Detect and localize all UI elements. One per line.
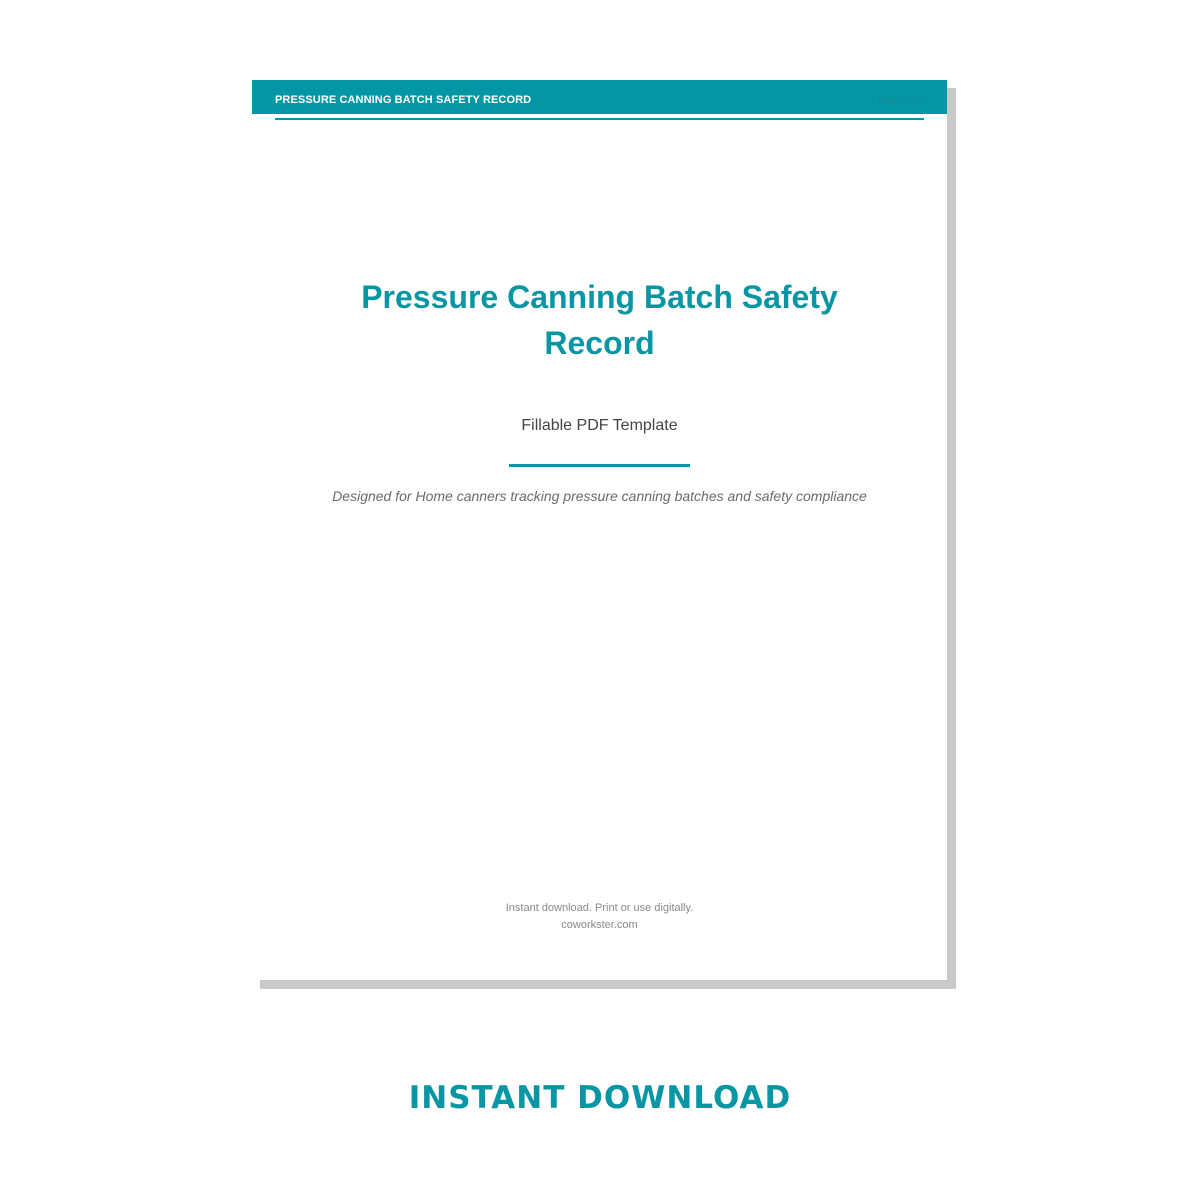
document-title-line-1: Pressure Canning Batch Safety xyxy=(361,279,838,315)
footer-note: Instant download. Print or use digitally. xyxy=(505,902,694,914)
footer-website: coworkster.com xyxy=(561,919,638,931)
document-title-line-2: Record xyxy=(544,325,655,361)
document-subtitle: Fillable PDF Template xyxy=(521,417,678,434)
document-title xyxy=(252,274,947,366)
header-rule xyxy=(275,118,924,120)
header-page-number: Page 1 of 4 xyxy=(877,95,924,105)
instant-download-banner: INSTANT DOWNLOAD xyxy=(408,1080,792,1116)
accent-divider xyxy=(509,464,690,467)
header-band xyxy=(252,80,947,114)
header-title: PRESSURE CANNING BATCH SAFETY RECORD xyxy=(275,94,532,106)
document-page-preview xyxy=(252,80,947,980)
document-description: Designed for Home canners tracking pressure canning batches and safety compliance xyxy=(332,488,867,504)
